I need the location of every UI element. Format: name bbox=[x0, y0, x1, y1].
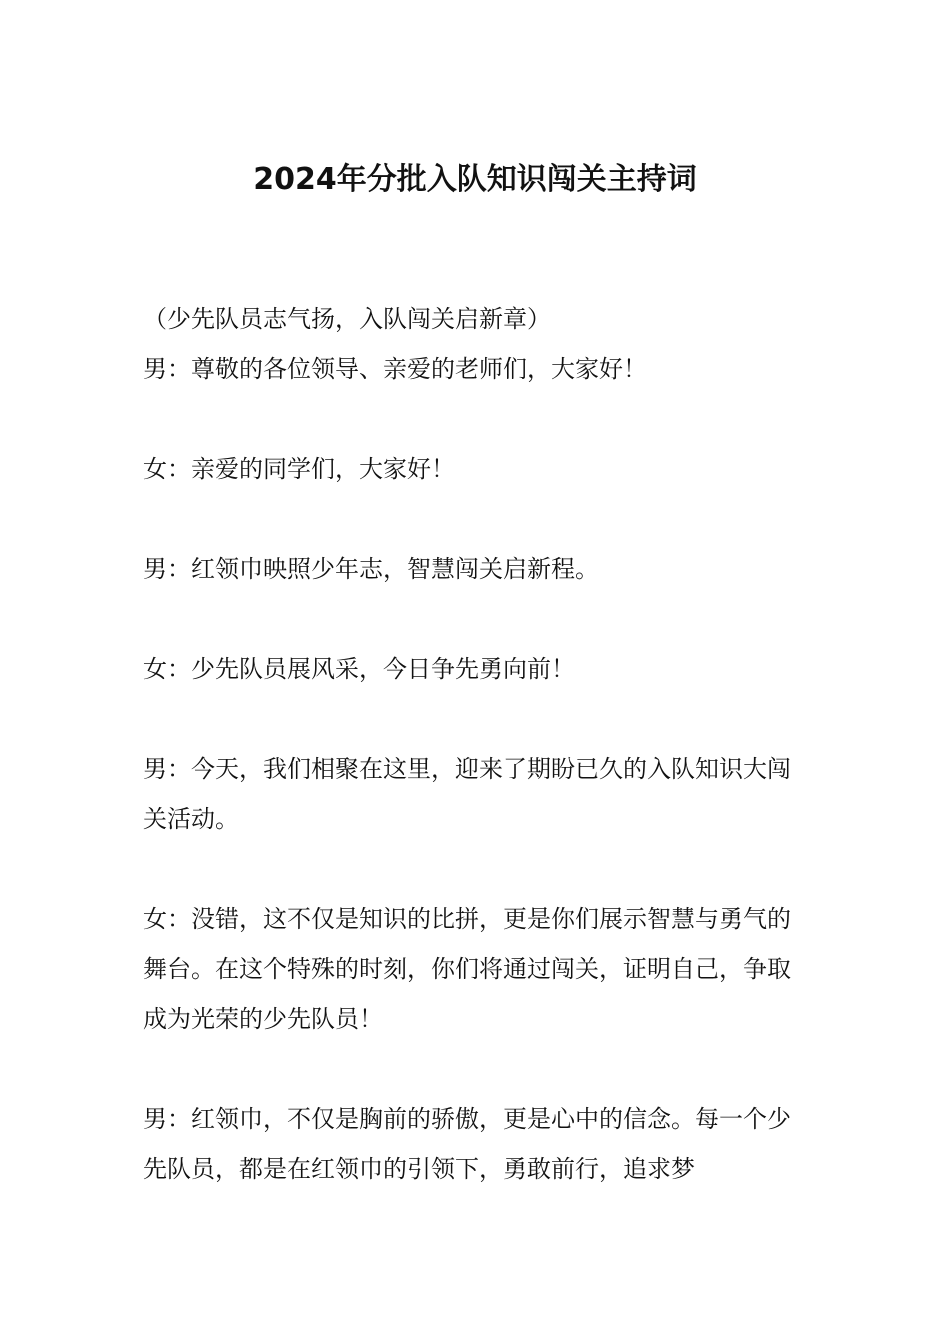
paragraph: 女：少先队员展风采，今日争先勇向前！ bbox=[143, 655, 575, 683]
document-body bbox=[143, 294, 811, 1194]
paragraph: 男：红领巾映照少年志，智慧闯关启新程。 bbox=[143, 555, 599, 583]
paragraph: 男：红领巾，不仅是胸前的骄傲，更是心中的信念。每一个少先队员，都是在红领巾的引领下，勇敢前行，追求梦 bbox=[143, 1105, 791, 1183]
paragraph: 男：今天，我们相聚在这里，迎来了期盼已久的入队知识大闯关活动。 bbox=[143, 755, 791, 833]
document-title: 2024年分批入队知识闯关主持词 bbox=[253, 162, 697, 197]
paragraph: 女：没错，这不仅是知识的比拼，更是你们展示智慧与勇气的舞台。在这个特殊的时刻，你们将通过闯关，证明自己，争取成为光荣的少先队员！ bbox=[143, 905, 791, 1033]
paragraph: 男：尊敬的各位领导、亲爱的老师们，大家好！ bbox=[143, 355, 647, 383]
paragraph: 女：亲爱的同学们，大家好！ bbox=[143, 455, 455, 483]
subtitle-line: （少先队员志气扬，入队闯关启新章） bbox=[143, 305, 551, 333]
